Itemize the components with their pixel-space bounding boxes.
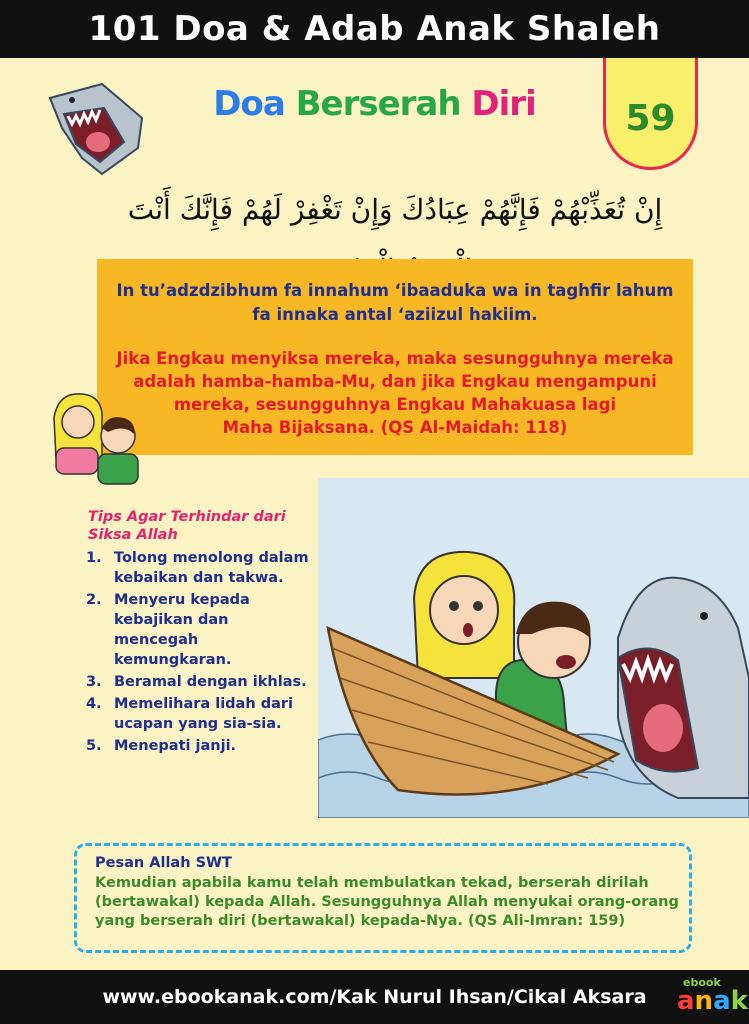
pesan-allah-box (74, 843, 692, 953)
page-number-tab (603, 58, 698, 170)
list-item (86, 736, 311, 756)
list-item (86, 548, 311, 588)
transliteration-line: fa innaka antal ‘aziizul hakiim. (252, 305, 538, 324)
ebookanak-logo (673, 976, 748, 1018)
title-word-diri: Diri (471, 84, 536, 124)
item-number: 5. (86, 738, 102, 754)
tips-list (86, 548, 311, 758)
title-word-doa: Doa (213, 84, 296, 124)
meaning-line: mereka, sesungguhnya Engkau Mahakuasa lagi (173, 395, 617, 414)
meaning-translation (97, 347, 693, 439)
list-item (86, 590, 311, 670)
item-number: 1. (86, 550, 102, 566)
tips-title-line: Siksa Allah (88, 527, 178, 543)
praying-kids-illustration (48, 388, 144, 494)
list-item (86, 694, 311, 734)
title-word-berserah: Berserah (295, 84, 472, 124)
boat-shark-illustration (318, 478, 749, 818)
item-text: Tolong menolong dalam kebaikan dan takwa. (114, 550, 309, 586)
item-number: 2. (86, 592, 102, 608)
logo-letter: k (730, 986, 748, 1016)
meaning-line: Jika Engkau menyiksa mereka, maka sesungguhnya mereka (116, 349, 674, 368)
logo-letter: a (677, 986, 695, 1016)
logo-letter: a (713, 986, 731, 1016)
pesan-heading: Pesan Allah SWT (95, 855, 232, 871)
logo-word (677, 986, 748, 1016)
footer-bar (0, 970, 749, 1024)
header-bar (0, 0, 749, 58)
meaning-line: adalah hamba-hamba-Mu, dan jika Engkau mengampuni (133, 372, 657, 391)
logo-letter: n (694, 986, 714, 1016)
transliteration (97, 279, 693, 327)
book-title: 101 Doa & Adab Anak Shaleh (88, 9, 661, 49)
tips-title (88, 508, 318, 544)
meaning-line: Maha Bijaksana. (QS Al-Maidah: 118) (222, 418, 568, 437)
page-number: 59 (625, 98, 676, 139)
pesan-body: Kemudian apabila kamu telah membulatkan tekad, berserah dirilah (bertawakal) kepada Allah. Sesungguhnya Allah menyukai orang-orang yang berserah diri (bertawakal) kepada-Nya. (QS Ali-Imran: 159) (95, 875, 679, 929)
item-text: Beramal dengan ikhlas. (114, 674, 307, 690)
item-text: Memelihara lidah dari ucapan yang sia-sia. (114, 696, 293, 732)
arabic-prayer: إِنْ تُعَذِّبْهُمْ فَإِنَّهُمْ عِبَادُكَ وَإِنْ تَغْفِرْ لَهُمْ فَإِنَّكَ أَنْتَ (127, 193, 663, 226)
footer-url: www.ebookanak.com/Kak Nurul Ihsan/Cikal Aksara (102, 986, 647, 1008)
logo-small-text: ebook (683, 976, 721, 989)
list-item (86, 672, 311, 692)
tips-title-line: Tips Agar Terhindar dari (88, 509, 286, 525)
transliteration-line: In tu’adzdzibhum fa innahum ‘ibaaduka wa in taghfir lahum (116, 281, 674, 300)
item-text: Menyeru kepada kebajikan dan mencegah kemungkaran. (114, 592, 250, 668)
item-text: Menepati janji. (114, 738, 237, 754)
item-number: 4. (86, 696, 102, 712)
item-number: 3. (86, 674, 102, 690)
